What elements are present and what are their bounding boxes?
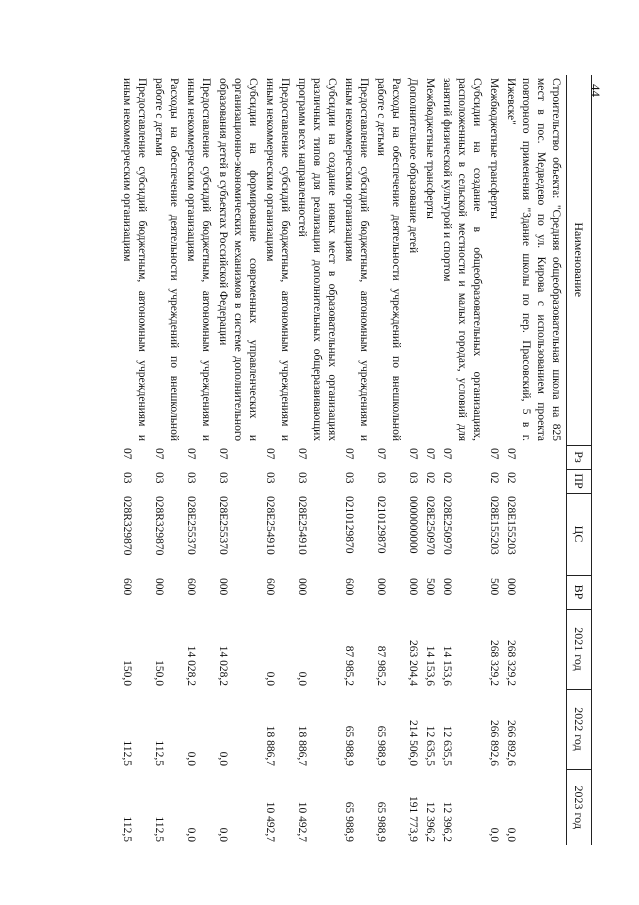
cell-pr: 03 xyxy=(407,472,419,484)
cell-vr: 000 xyxy=(441,578,453,596)
cell-name: Межбюджетные трансферты xyxy=(424,78,436,219)
cell-rz: 07 xyxy=(407,448,419,460)
cell-y2023: 0,0 xyxy=(185,827,197,842)
cell-vr: 600 xyxy=(264,578,276,596)
cell-y2023: 65 988,9 xyxy=(343,801,355,842)
cell-y2023: 0,0 xyxy=(217,827,229,842)
cell-y2022: 0,0 xyxy=(217,751,229,766)
cell-y2022: 266 892,6 xyxy=(488,720,500,766)
cell-pr: 03 xyxy=(375,472,387,484)
cell-y2023: 112,5 xyxy=(121,816,133,842)
cell-name: Предоставление субсидий бюджетным, автономным учреждениям и иным некоммерческим организациям xyxy=(185,78,212,441)
cell-y2021: 0,0 xyxy=(296,671,308,686)
cell-name: Строительство объекта: "Средняя общеобразовательная школа на 825 мест в пос. Медведево по ул. Кирова с использованием проекта повторного применения "Здание школы по пер. Прасовский, 5 в г. Ижевске" xyxy=(505,78,562,441)
cell-vr: 500 xyxy=(424,578,436,596)
cell-y2022: 65 988,9 xyxy=(375,725,387,766)
cell-rz: 07 xyxy=(424,448,436,460)
cell-cs: 028E255370 xyxy=(185,496,197,555)
cell-rz: 07 xyxy=(441,448,453,460)
cell-y2022: 266 892,6 xyxy=(505,720,517,766)
cell-name: Предоставление субсидий бюджетным, автономным учреждениям и иным некоммерческим организациям xyxy=(264,78,291,441)
cell-y2022: 112,5 xyxy=(153,740,165,766)
cell-y2023: 12 396,2 xyxy=(441,801,453,842)
cell-y2023: 0,0 xyxy=(505,827,517,842)
cell-pr: 02 xyxy=(488,472,500,484)
table-body xyxy=(118,75,564,845)
cell-y2022: 0,0 xyxy=(185,751,197,766)
cell-cs: 028E250970 xyxy=(441,496,453,555)
cell-y2021: 263 204,4 xyxy=(407,640,419,686)
header-vr: ВР xyxy=(567,575,592,609)
cell-cs: 0210129870 xyxy=(343,496,355,554)
cell-vr: 000 xyxy=(505,578,517,596)
cell-rz: 07 xyxy=(488,448,500,460)
cell-name: Субсидии на создание новых мест в образовательных организациях различных типов для реализации дополнительных общеразвивающих программ всех направленностей xyxy=(296,78,338,441)
cell-name: Расходы на обеспечение деятельности учреждений по внешкольной работе с детьми xyxy=(153,78,180,441)
cell-y2022: 214 506,0 xyxy=(407,720,419,766)
cell-cs: 028E155203 xyxy=(488,496,500,555)
header-pr: ПР xyxy=(567,469,592,493)
cell-y2021: 268 329,2 xyxy=(488,640,500,686)
cell-vr: 600 xyxy=(185,578,197,596)
budget-table xyxy=(118,75,592,845)
cell-pr: 02 xyxy=(441,472,453,484)
cell-vr: 600 xyxy=(121,578,133,596)
table-row xyxy=(150,75,182,845)
table-row xyxy=(340,75,372,845)
cell-cs: 028E255370 xyxy=(217,496,229,555)
cell-rz: 07 xyxy=(185,448,197,460)
cell-pr: 03 xyxy=(217,472,229,484)
header-2022: 2022 год xyxy=(567,689,592,769)
cell-vr: 500 xyxy=(488,578,500,596)
cell-y2022: 18 886,7 xyxy=(296,725,308,766)
cell-rz: 07 xyxy=(264,448,276,460)
header-cs: ЦС xyxy=(567,493,592,575)
table-row xyxy=(438,75,485,845)
cell-pr: 03 xyxy=(296,472,308,484)
cell-y2021: 0,0 xyxy=(264,671,276,686)
cell-y2023: 12 396,2 xyxy=(424,801,436,842)
cell-vr: 000 xyxy=(407,578,419,596)
cell-vr: 600 xyxy=(343,578,355,596)
cell-vr: 000 xyxy=(375,578,387,596)
cell-cs: 028E254910 xyxy=(296,496,308,555)
cell-cs: 028R329870 xyxy=(153,496,165,556)
cell-y2023: 0,0 xyxy=(488,827,500,842)
cell-y2021: 14 028,2 xyxy=(185,645,197,686)
cell-name: Предоставление субсидий бюджетным, автономным учреждениям и иным некоммерческим организациям xyxy=(121,78,148,441)
table-row xyxy=(118,75,150,845)
header-2021: 2021 год xyxy=(567,609,592,689)
cell-vr: 000 xyxy=(153,578,165,596)
table-row xyxy=(214,75,261,845)
cell-pr: 03 xyxy=(121,472,133,484)
cell-cs: 0000000000 xyxy=(407,496,419,554)
rotated-page-content xyxy=(122,75,592,845)
cell-name: Субсидии на создание в общеобразовательных организациях, расположенных в сельской местности и малых городах, условий для занятий физической культурой и спортом xyxy=(441,78,483,441)
cell-y2022: 12 635,5 xyxy=(424,725,436,766)
table-row xyxy=(404,75,421,845)
header-name: Наименование xyxy=(567,75,592,445)
cell-rz: 07 xyxy=(153,448,165,460)
cell-vr: 000 xyxy=(296,578,308,596)
table-row xyxy=(421,75,438,845)
table-row xyxy=(372,75,404,845)
cell-y2021: 150,0 xyxy=(121,660,133,686)
cell-y2023: 10 492,7 xyxy=(296,801,308,842)
cell-y2021: 150,0 xyxy=(153,660,165,686)
cell-pr: 02 xyxy=(505,472,517,484)
cell-name: Расходы на обеспечение деятельности учреждений по внешкольной работе с детьми xyxy=(375,78,402,441)
cell-cs: 028E254910 xyxy=(264,496,276,555)
cell-rz: 07 xyxy=(217,448,229,460)
cell-name: Субсидии на формирование современных управленческих и организационно-экономических механизмов в системе дополнительного образования детей в субъектах Российской Федерации xyxy=(217,78,259,441)
cell-y2022: 65 988,9 xyxy=(343,725,355,766)
cell-pr: 03 xyxy=(343,472,355,484)
cell-pr: 02 xyxy=(424,472,436,484)
cell-y2023: 191 773,9 xyxy=(407,796,419,842)
cell-y2022: 18 886,7 xyxy=(264,725,276,766)
cell-rz: 07 xyxy=(505,448,517,460)
cell-y2023: 65 988,9 xyxy=(375,801,387,842)
page-number: 44 xyxy=(588,84,603,97)
cell-cs: 0210129870 xyxy=(375,496,387,554)
table-row xyxy=(261,75,293,845)
cell-y2021: 14 153,6 xyxy=(424,645,436,686)
cell-name: Межбюджетные трансферты xyxy=(488,78,500,219)
cell-name: Предоставление субсидий бюджетным, автономным учреждениям и иным некоммерческим организациям xyxy=(343,78,370,441)
header-rz: Рз xyxy=(567,445,592,469)
cell-y2021: 14 028,2 xyxy=(217,645,229,686)
cell-rz: 07 xyxy=(375,448,387,460)
cell-cs: 028R329870 xyxy=(121,496,133,556)
header-2023: 2023 год xyxy=(567,769,592,845)
table-row xyxy=(182,75,214,845)
cell-y2022: 112,5 xyxy=(121,740,133,766)
table-row xyxy=(502,75,564,845)
cell-pr: 03 xyxy=(264,472,276,484)
cell-vr: 000 xyxy=(217,578,229,596)
cell-rz: 07 xyxy=(296,448,308,460)
cell-y2023: 112,5 xyxy=(153,816,165,842)
cell-cs: 028E155203 xyxy=(505,496,517,555)
cell-y2023: 10 492,7 xyxy=(264,801,276,842)
cell-rz: 07 xyxy=(121,448,133,460)
cell-y2021: 268 329,2 xyxy=(505,640,517,686)
cell-y2021: 87 985,2 xyxy=(375,645,387,686)
cell-pr: 03 xyxy=(185,472,197,484)
table-row xyxy=(293,75,340,845)
cell-y2021: 87 985,2 xyxy=(343,645,355,686)
table-header-row xyxy=(567,75,592,845)
cell-name: Дополнительное образование детей xyxy=(407,78,419,254)
cell-pr: 03 xyxy=(153,472,165,484)
cell-y2021: 14 153,6 xyxy=(441,645,453,686)
cell-y2022: 12 635,5 xyxy=(441,725,453,766)
cell-cs: 028E250970 xyxy=(424,496,436,555)
cell-rz: 07 xyxy=(343,448,355,460)
table-row xyxy=(485,75,502,845)
